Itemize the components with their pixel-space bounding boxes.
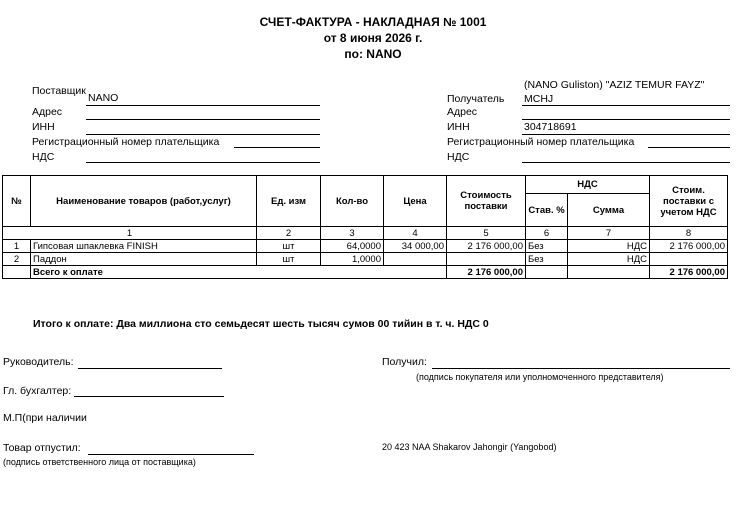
supplier-value: NANO <box>88 92 119 104</box>
total-cost: 2 176 000,00 <box>447 266 526 279</box>
row-unit: шт <box>257 253 321 266</box>
supplier-address-line <box>86 119 320 120</box>
header-name: Наименование товаров (работ,услуг) <box>31 176 257 227</box>
row-cost: 2 176 000,00 <box>447 240 526 253</box>
supplier-vat-label: НДС <box>32 151 55 163</box>
column-number-row <box>3 227 728 240</box>
supplier-reg-line <box>234 147 320 148</box>
row-unit: шт <box>257 240 321 253</box>
total-label: Всего к оплате <box>31 266 447 279</box>
header-total: Стоим. поставки с учетом НДС <box>650 176 728 227</box>
col-number-2: 2 <box>257 227 321 240</box>
received-label: Получил: <box>382 356 427 368</box>
row-num: 1 <box>3 240 31 253</box>
supplier-label: Поставщик <box>32 85 86 97</box>
row-cost <box>447 253 526 266</box>
col-number-6: 6 <box>526 227 568 240</box>
col-number-4: 4 <box>384 227 447 240</box>
supplier-address-label: Адрес <box>32 106 63 118</box>
recipient-inn-label: ИНН <box>447 121 470 133</box>
document-to: по: NANO <box>344 47 402 61</box>
row-qty: 64,0000 <box>321 240 384 253</box>
row-qty: 1,0000 <box>321 253 384 266</box>
recipient-vat-line <box>522 162 730 163</box>
released-label: Товар отпустил: <box>3 442 81 454</box>
total-sum: 2 176 000,00 <box>650 266 728 279</box>
header-unit: Ед. изм <box>257 176 321 227</box>
header-num: № <box>3 176 31 227</box>
supplier-line <box>86 105 320 106</box>
row-num: 2 <box>3 253 31 266</box>
supplier-inn-line <box>86 134 320 135</box>
released-line <box>88 454 254 455</box>
row-total: 2 176 000,00 <box>650 240 728 253</box>
recipient-inn-line <box>522 134 730 135</box>
header-vat: НДС <box>526 176 650 194</box>
table-row <box>3 240 728 253</box>
document-title: СЧЕТ-ФАКТУРА - НАКЛАДНАЯ № 1001 <box>259 15 487 29</box>
invoice-table <box>2 175 728 279</box>
header-cost: Стоимость поставки <box>447 176 526 227</box>
col-number-3: 3 <box>321 227 384 240</box>
header-vat-sum: Сумма <box>568 194 650 227</box>
received-note: (подпись покупателя или уполномоченного представителя) <box>416 372 664 382</box>
director-label: Руководитель: <box>3 356 74 368</box>
col-number-7: 7 <box>568 227 650 240</box>
recipient-value-line1: (NANO Guliston) "AZIZ TEMUR FAYZ" <box>524 79 705 91</box>
row-vat-rate: Без <box>526 240 568 253</box>
recipient-inn-value: 304718691 <box>524 121 577 133</box>
row-price: 34 000,00 <box>384 240 447 253</box>
supplier-vat-line <box>86 162 320 163</box>
col-number-5: 5 <box>447 227 526 240</box>
header-vat-rate: Став. % <box>526 194 568 227</box>
row-name: Паддон <box>31 253 257 266</box>
row-name: Гипсовая шпаклевка FINISH <box>31 240 257 253</box>
total-row <box>3 266 728 279</box>
recipient-value-line2: MCHJ <box>524 93 554 105</box>
total-vat-rate-empty <box>526 266 568 279</box>
accountant-line <box>74 396 224 397</box>
stamp-label: М.П(при наличии <box>3 412 87 424</box>
document-date: от 8 июня 2026 г. <box>323 31 423 45</box>
row-price <box>384 253 447 266</box>
row-vat-rate: Без <box>526 253 568 266</box>
col-number-8: 8 <box>650 227 728 240</box>
row-total <box>650 253 728 266</box>
table-row <box>3 253 728 266</box>
header-qty: Кол-во <box>321 176 384 227</box>
supplier-inn-label: ИНН <box>32 121 55 133</box>
recipient-address-label: Адрес <box>447 106 478 118</box>
recipient-label: Получатель <box>447 93 505 105</box>
recipient-reg-label: Регистрационный номер плательщика <box>447 136 635 148</box>
row-vat-sum: НДС <box>568 240 650 253</box>
agent-text: 20 423 NAA Shakarov Jahongir (Yangobod) <box>382 442 557 452</box>
released-note: (подпись ответственного лица от поставщика) <box>3 457 196 467</box>
recipient-vat-label: НДС <box>447 151 470 163</box>
summary-text: Итого к оплате: Два миллиона сто семьдесят шесть тысяч сумов 00 тийин в т. ч. НДС 0 <box>33 318 489 330</box>
recipient-reg-line <box>648 147 730 148</box>
recipient-line <box>522 105 730 106</box>
col-number-1: 1 <box>3 227 257 240</box>
recipient-address-line <box>522 119 730 120</box>
supplier-reg-label: Регистрационный номер плательщика <box>32 136 220 148</box>
total-spacer <box>3 266 31 279</box>
director-line <box>78 368 222 369</box>
header-price: Цена <box>384 176 447 227</box>
total-vat-sum-empty <box>568 266 650 279</box>
received-line <box>432 368 730 369</box>
row-vat-sum: НДС <box>568 253 650 266</box>
accountant-label: Гл. бухгалтер: <box>3 385 72 397</box>
